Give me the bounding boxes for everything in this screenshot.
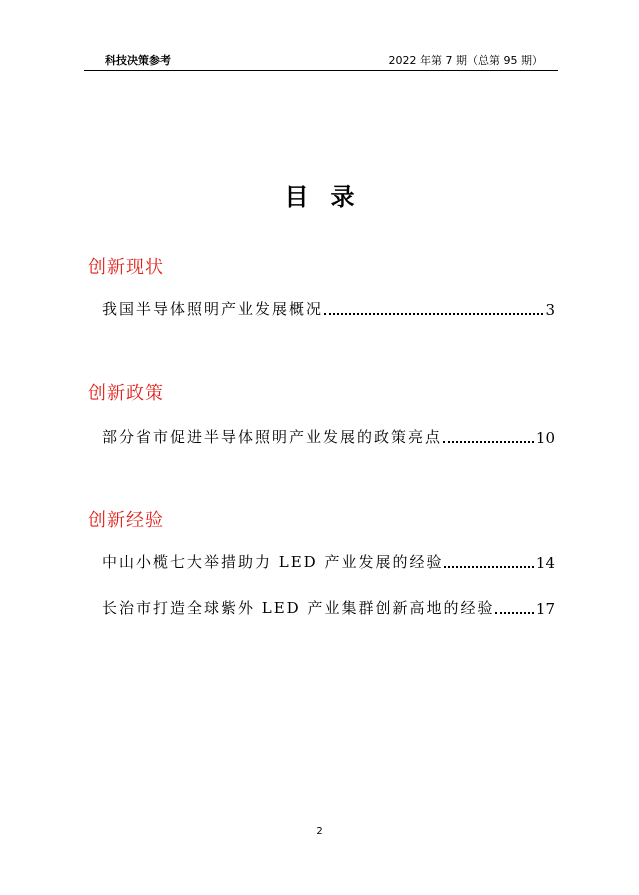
toc-entry-page: 10 bbox=[535, 429, 555, 447]
section-heading-status: 创新现状 bbox=[88, 257, 164, 278]
dot-leader bbox=[444, 566, 533, 568]
section-heading-policy: 创新政策 bbox=[88, 383, 164, 404]
toc-entry-title: 长治市打造全球紫外 LED 产业集群创新高地的经验 bbox=[102, 599, 495, 617]
toc-title: 目录 bbox=[284, 183, 377, 211]
dot-leader bbox=[324, 313, 543, 315]
section-heading-experience: 创新经验 bbox=[88, 510, 164, 531]
page-number: 2 bbox=[316, 826, 323, 837]
toc-entry[interactable] bbox=[102, 596, 555, 618]
toc-entry-page: 17 bbox=[535, 600, 555, 618]
toc-entry-page: 3 bbox=[545, 301, 555, 319]
toc-entry-page: 14 bbox=[535, 554, 555, 572]
header-divider bbox=[84, 70, 558, 71]
journal-name: 科技决策参考 bbox=[105, 54, 171, 67]
dot-leader bbox=[443, 441, 534, 443]
issue-info: 2022 年第 7 期（总第 95 期） bbox=[388, 54, 543, 67]
toc-entry-title: 部分省市促进半导体照明产业发展的政策亮点 bbox=[102, 428, 443, 446]
toc-entry[interactable] bbox=[102, 425, 555, 447]
toc-entry-title: 中山小榄七大举措助力 LED 产业发展的经验 bbox=[102, 553, 444, 571]
toc-entry[interactable] bbox=[102, 297, 555, 319]
toc-entry-title: 我国半导体照明产业发展概况 bbox=[102, 300, 324, 318]
toc-entry[interactable] bbox=[102, 550, 555, 572]
dot-leader bbox=[495, 612, 533, 614]
